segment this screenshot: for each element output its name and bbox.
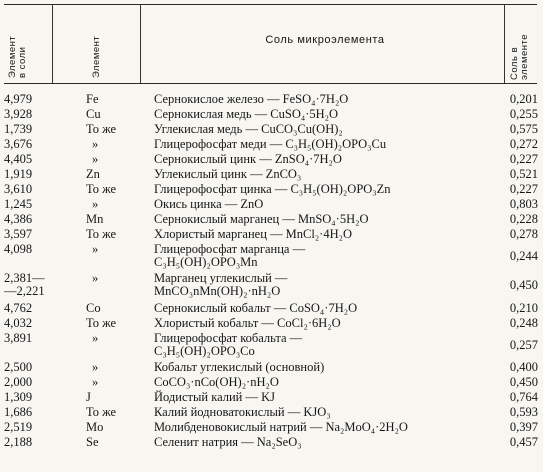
element-percent-value: 4,405 bbox=[4, 152, 33, 166]
element-symbol: Fe bbox=[86, 92, 99, 106]
salt-per-element: 0,272 bbox=[509, 137, 538, 151]
element-percent-value: 1,739 bbox=[4, 122, 33, 136]
element-symbol: » bbox=[92, 197, 99, 211]
salt-per-element: 0,400 bbox=[509, 360, 538, 374]
salt-name-line: Сернокислый цинк — ZnSO₄·7H₂O bbox=[154, 152, 342, 166]
element-symbol: Mo bbox=[86, 420, 104, 434]
header-element-in-salt bbox=[8, 36, 28, 78]
salt-per-element: 0,457 bbox=[509, 435, 538, 449]
salt-name-line: Калий йодноватокислый — KJO₃ bbox=[154, 405, 331, 419]
salt-per-element: 0,575 bbox=[509, 122, 538, 136]
element-percent-value: 1,686 bbox=[4, 405, 33, 419]
element-percent bbox=[4, 213, 59, 226]
salt-name bbox=[154, 317, 341, 330]
header-salt: Соль микроэлемента bbox=[265, 34, 385, 46]
header-divider-3 bbox=[504, 4, 505, 83]
header-rule bbox=[4, 83, 537, 84]
salt-name-line: CoCO₃·nCo(OH)₂·nH₂O bbox=[154, 375, 279, 389]
header-col4-line1: Соль в bbox=[509, 46, 520, 80]
element-percent bbox=[4, 302, 59, 315]
element-percent bbox=[4, 138, 59, 151]
element-symbol: То же bbox=[86, 182, 117, 196]
table-row bbox=[4, 213, 540, 228]
element-percent-value: 2,519 bbox=[4, 420, 33, 434]
salt-per-element: 0,210 bbox=[509, 301, 538, 315]
element-percent-value-cont: —2,221 bbox=[4, 284, 45, 298]
salt-name bbox=[154, 138, 386, 151]
salt-name-line: Сернокислый марганец — MnSO₄·5H₂O bbox=[154, 212, 369, 226]
salt-name bbox=[154, 183, 391, 196]
element-symbol: То же bbox=[86, 122, 117, 136]
element-percent-value: 3,597 bbox=[4, 227, 33, 241]
element-percent-value: 4,098 bbox=[4, 242, 33, 256]
element-percent-value: 3,928 bbox=[4, 107, 33, 121]
salt-name-line: Углекислый цинк — ZnCO₃ bbox=[154, 167, 302, 181]
element-percent-value: 2,381— bbox=[4, 271, 45, 285]
header-col1-line1: Элемент bbox=[7, 35, 18, 78]
element-percent bbox=[4, 93, 59, 106]
salt-name bbox=[154, 302, 357, 315]
salt-per-element: 0,397 bbox=[509, 420, 538, 434]
salt-name-line: Хлористый марганец — MnCl₂·4H₂O bbox=[154, 227, 353, 241]
table-row bbox=[4, 332, 540, 361]
salt-name-line: Углекислая медь — CuCO₃Cu(OH)₂ bbox=[154, 122, 343, 136]
salt-name bbox=[154, 376, 279, 389]
salt-name-line: Окись цинка — ZnO bbox=[154, 197, 264, 211]
table-row bbox=[4, 108, 540, 123]
salt-name bbox=[154, 421, 408, 434]
data-table bbox=[4, 93, 540, 451]
salt-name-line: Кобальт углекислый (основной) bbox=[154, 360, 325, 374]
table-row bbox=[4, 361, 540, 376]
salt-name bbox=[154, 168, 301, 181]
salt-per-element: 0,450 bbox=[509, 278, 538, 292]
element-symbol: То же bbox=[86, 316, 117, 330]
table-row bbox=[4, 123, 540, 138]
salt-formula-line: C₃H₅(OH)₂OPO₃Co bbox=[154, 344, 255, 358]
header-divider-2 bbox=[140, 4, 141, 83]
salt-per-element: 0,227 bbox=[509, 182, 538, 196]
salt-name bbox=[154, 198, 263, 211]
table-row bbox=[4, 317, 540, 332]
salt-name bbox=[154, 213, 369, 226]
salt-name bbox=[154, 228, 352, 241]
element-percent bbox=[4, 332, 59, 345]
element-symbol: То же bbox=[86, 227, 117, 241]
element-percent bbox=[4, 228, 59, 241]
salt-name bbox=[154, 243, 305, 269]
salt-per-element: 0,593 bbox=[509, 405, 538, 419]
element-symbol: » bbox=[92, 152, 99, 166]
salt-per-element: 0,257 bbox=[509, 338, 538, 352]
salt-name bbox=[154, 436, 302, 449]
salt-per-element: 0,228 bbox=[509, 212, 538, 226]
table-row bbox=[4, 436, 540, 451]
header-col2-line: Элемент bbox=[91, 35, 102, 78]
element-percent bbox=[4, 243, 59, 256]
salt-name-line: Сернокислый кобальт — CoSO₄·7H₂O bbox=[154, 301, 358, 315]
table-row bbox=[4, 198, 540, 213]
element-percent-value: 2,188 bbox=[4, 435, 33, 449]
salt-name bbox=[154, 153, 342, 166]
element-percent bbox=[4, 272, 59, 298]
element-percent-value: 4,762 bbox=[4, 301, 33, 315]
salt-formula-line: C₃H₅(OH)₂OPO₃Mn bbox=[154, 255, 258, 269]
element-percent bbox=[4, 198, 59, 211]
salt-name-line: Сернокислая медь — CuSO₄·5H₂O bbox=[154, 107, 339, 121]
salt-name-line: Молибденовокислый натрий — Na₂MoO₄·2H₂O bbox=[154, 420, 408, 434]
header-col1-line2: в соли bbox=[17, 46, 28, 78]
element-percent bbox=[4, 153, 59, 166]
salt-name-line: Глицерофосфат меди — C₃H₅(OH)₂OPO₃Cu bbox=[154, 137, 387, 151]
element-percent bbox=[4, 317, 59, 330]
element-percent bbox=[4, 391, 59, 404]
salt-per-element: 0,248 bbox=[509, 316, 538, 330]
element-percent-value: 1,309 bbox=[4, 390, 33, 404]
element-symbol: » bbox=[92, 331, 99, 345]
salt-name bbox=[154, 361, 324, 374]
element-symbol: » bbox=[92, 375, 99, 389]
element-percent-value: 2,000 bbox=[4, 375, 33, 389]
element-symbol: Zn bbox=[86, 167, 100, 181]
element-symbol: » bbox=[92, 360, 99, 374]
salt-per-element: 0,227 bbox=[509, 152, 538, 166]
element-percent-value: 3,610 bbox=[4, 182, 33, 196]
table-row bbox=[4, 421, 540, 436]
element-symbol: Cu bbox=[86, 107, 101, 121]
header-col4-line2: элементе bbox=[519, 33, 530, 80]
element-percent-value: 3,676 bbox=[4, 137, 33, 151]
element-percent-value: 1,919 bbox=[4, 167, 33, 181]
salt-name-line: Сернокислое железо — FeSO₄·7H₂O bbox=[154, 92, 349, 106]
table-row bbox=[4, 153, 540, 168]
salt-name-line: Селенит натрия — Na₂SeO₃ bbox=[154, 435, 302, 449]
salt-name bbox=[154, 391, 275, 404]
element-percent bbox=[4, 406, 59, 419]
salt-name bbox=[154, 123, 343, 136]
salt-name-line: Марганец углекислый — bbox=[154, 271, 288, 285]
salt-name bbox=[154, 93, 348, 106]
element-symbol: J bbox=[86, 390, 91, 404]
element-percent bbox=[4, 168, 59, 181]
salt-name bbox=[154, 332, 302, 358]
top-rule bbox=[4, 4, 537, 5]
element-percent-value: 2,500 bbox=[4, 360, 33, 374]
table-row bbox=[4, 93, 540, 108]
table-row bbox=[4, 228, 540, 243]
element-percent-value: 3,891 bbox=[4, 331, 33, 345]
salt-per-element: 0,803 bbox=[509, 197, 538, 211]
element-percent bbox=[4, 123, 59, 136]
table-row bbox=[4, 406, 540, 421]
salt-formula-line: MnCO₃nMn(OH)₂·nH₂O bbox=[154, 284, 281, 298]
salt-per-element: 0,521 bbox=[509, 167, 538, 181]
header-salt-in-element bbox=[510, 34, 530, 80]
table-row bbox=[4, 183, 540, 198]
salt-per-element: 0,255 bbox=[509, 107, 538, 121]
header-element bbox=[92, 36, 102, 78]
salt-per-element: 0,278 bbox=[509, 227, 538, 241]
table-row bbox=[4, 302, 540, 317]
salt-per-element: 0,764 bbox=[509, 390, 538, 404]
element-percent bbox=[4, 436, 59, 449]
salt-name-line: Йодистый калий — KJ bbox=[154, 390, 275, 404]
element-percent bbox=[4, 421, 59, 434]
element-percent bbox=[4, 108, 59, 121]
element-percent bbox=[4, 376, 59, 389]
table-row bbox=[4, 272, 540, 302]
salt-name-line: Глицерофосфат кобальта — bbox=[154, 331, 303, 345]
element-percent bbox=[4, 361, 59, 374]
header-divider-1 bbox=[52, 4, 53, 83]
table-row bbox=[4, 376, 540, 391]
salt-name-line: Хлористый кобальт — CoCl₂·6H₂O bbox=[154, 316, 341, 330]
salt-per-element: 0,201 bbox=[509, 92, 538, 106]
element-percent-value: 4,032 bbox=[4, 316, 33, 330]
table-row bbox=[4, 168, 540, 183]
element-percent bbox=[4, 183, 59, 196]
element-symbol: » bbox=[92, 271, 99, 285]
salt-name bbox=[154, 272, 287, 298]
salt-per-element: 0,244 bbox=[509, 249, 538, 263]
element-symbol: » bbox=[92, 242, 99, 256]
element-symbol: Co bbox=[86, 301, 101, 315]
table-row bbox=[4, 391, 540, 406]
table-row bbox=[4, 243, 540, 272]
salt-name-line: Глицерофосфат цинка — C₃H₅(OH)₂OPO₃Zn bbox=[154, 182, 391, 196]
element-percent-value: 1,245 bbox=[4, 197, 33, 211]
salt-per-element: 0,450 bbox=[509, 375, 538, 389]
salt-name-line: Глицерофосфат марганца — bbox=[154, 242, 306, 256]
salt-name bbox=[154, 108, 338, 121]
element-symbol: То же bbox=[86, 405, 117, 419]
salt-name bbox=[154, 406, 331, 419]
element-percent-value: 4,979 bbox=[4, 92, 33, 106]
element-percent-value: 4,386 bbox=[4, 212, 33, 226]
element-symbol: Se bbox=[86, 435, 99, 449]
element-symbol: » bbox=[92, 137, 99, 151]
element-symbol: Mn bbox=[86, 212, 104, 226]
table-row bbox=[4, 138, 540, 153]
